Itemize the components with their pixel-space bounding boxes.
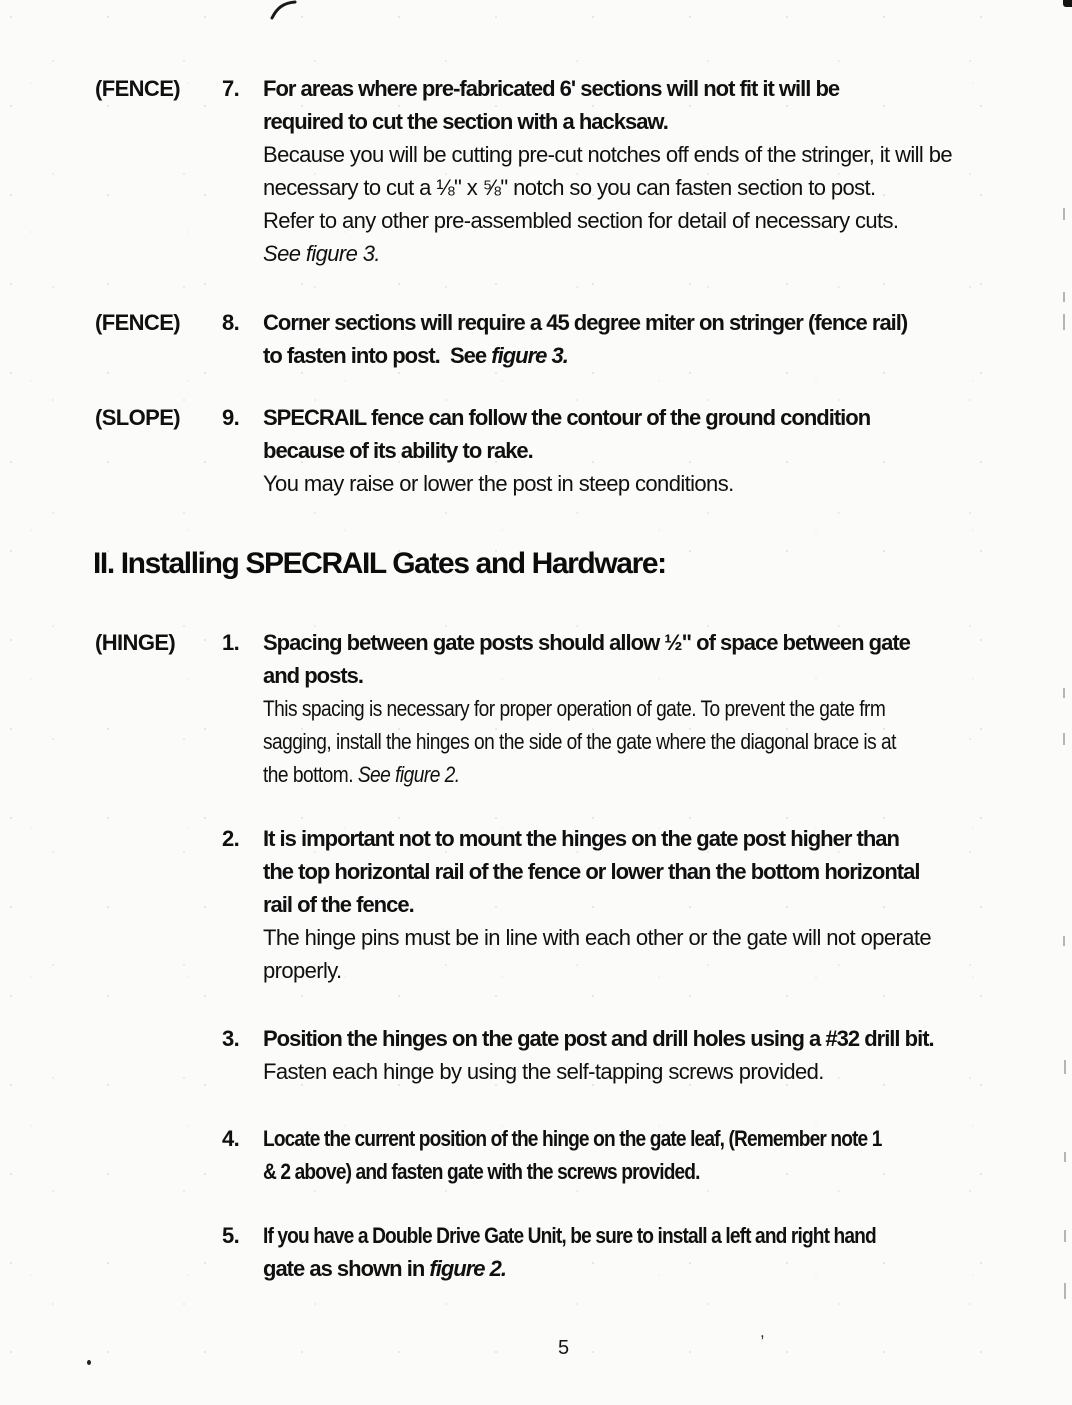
instruction-item-5 — [95, 1219, 1045, 1285]
scan-artifact-edge-mark — [1063, 688, 1065, 698]
instruction-item-4 — [95, 1122, 1045, 1188]
text-line: Refer to any other pre-assembled section for detail of necessary cuts. — [263, 208, 899, 233]
text-line: If you have a Double Drive Gate Unit, be sure to install a left and right hand — [263, 1223, 876, 1248]
item-number: 8. — [222, 310, 240, 335]
text-line: Fasten each hinge by using the self-tapping screws provided. — [263, 1059, 824, 1084]
instruction-item-hinge-1 — [95, 626, 1045, 791]
text-line: rail of the fence. — [263, 892, 414, 917]
scan-artifact-edge-mark — [1064, 1152, 1066, 1162]
scan-artifact-dot — [87, 1360, 91, 1365]
text-line: For areas where pre-fabricated 6' sections will not fit it will be — [263, 76, 840, 101]
instruction-item-fence-8 — [95, 306, 1045, 372]
item-text — [263, 1219, 1045, 1285]
text-line — [263, 758, 943, 791]
instruction-item-3 — [95, 1022, 1045, 1088]
text-line: Position the hinges on the gate post and drill holes using a #32 drill bit. — [263, 1026, 934, 1051]
scan-artifact-stray-mark: , — [760, 1322, 765, 1341]
text-line: the top horizontal rail of the fence or lower than the bottom horizontal — [263, 859, 920, 884]
text-segment: to fasten into post. See — [263, 343, 492, 368]
scan-artifact-edge-mark — [1063, 733, 1065, 745]
text-line: Spacing between gate posts should allow ½" of space between gate — [263, 630, 910, 655]
instruction-item-fence-7 — [95, 72, 1045, 270]
instruction-item-2 — [95, 822, 1045, 987]
text-line: You may raise or lower the post in steep conditions. — [263, 471, 734, 496]
scan-artifact-edge-mark — [1064, 1230, 1066, 1242]
scan-artifact-edge-mark — [1064, 1283, 1066, 1299]
text-line: SPECRAIL fence can follow the contour of the ground condition — [263, 405, 871, 430]
text-line: properly. — [263, 958, 342, 983]
text-segment: the bottom. — [263, 762, 358, 787]
margin-label: (SLOPE) — [95, 405, 181, 430]
text-line — [263, 339, 1045, 372]
text-segment: See figure 2. — [357, 762, 460, 787]
text-line: because of its ability to rake. — [263, 438, 533, 463]
section-heading: II. Installing SPECRAIL Gates and Hardware: — [93, 547, 666, 580]
instruction-item-slope-9 — [95, 401, 1045, 500]
text-line: Because you will be cutting pre-cut notches off ends of the stringer, it will be — [263, 142, 953, 167]
margin-label: (HINGE) — [95, 630, 176, 655]
text-line: It is important not to mount the hinges on the gate post higher than — [263, 826, 899, 851]
text-segment: gate as shown in — [263, 1256, 430, 1281]
scan-artifact-edge-mark — [1063, 292, 1065, 302]
item-text — [263, 822, 1045, 987]
scan-artifact-edge-mark — [1063, 936, 1065, 946]
text-line: & 2 above) and fasten gate with the screws provided. — [263, 1159, 700, 1184]
text-segment: figure 3. — [491, 343, 568, 368]
text-line: necessary to cut a ⅛" x ⅝" notch so you can fasten section to post. — [263, 175, 876, 200]
item-number: 7. — [222, 76, 240, 101]
text-line — [263, 1252, 1045, 1285]
item-number: 3. — [222, 1026, 240, 1051]
text-line: See figure 3. — [263, 241, 380, 266]
item-text — [263, 72, 1045, 270]
margin-label: (FENCE) — [95, 76, 181, 101]
scan-artifact-corner — [1063, 0, 1072, 7]
text-line: required to cut the section with a hacksaw. — [263, 109, 668, 134]
item-number: 4. — [222, 1126, 240, 1151]
scan-artifact-curve-icon — [268, 0, 300, 20]
item-number: 2. — [222, 826, 240, 851]
margin-label: (FENCE) — [95, 310, 181, 335]
item-number: 1. — [222, 630, 240, 655]
item-text — [263, 626, 1045, 791]
text-segment: figure 2. — [429, 1256, 506, 1281]
item-text — [263, 1122, 1045, 1188]
text-line: This spacing is necessary for proper operation of gate. To prevent the gate frm — [263, 696, 886, 721]
item-text — [263, 1022, 1045, 1088]
text-line: Corner sections will require a 45 degree miter on stringer (fence rail) — [263, 310, 908, 335]
item-number: 9. — [222, 405, 240, 430]
text-line: Locate the current position of the hinge on the gate leaf, (Remember note 1 — [263, 1126, 882, 1151]
item-text — [263, 401, 1045, 500]
text-line: and posts. — [263, 663, 364, 688]
text-line: The hinge pins must be in line with each other or the gate will not operate — [263, 925, 931, 950]
item-text — [263, 306, 1045, 372]
scan-artifact-edge-mark — [1064, 1060, 1066, 1074]
item-number: 5. — [222, 1223, 240, 1248]
scan-artifact-edge-mark — [1063, 208, 1065, 220]
page-number: 5 — [557, 1337, 570, 1359]
text-line: sagging, install the hinges on the side of the gate where the diagonal brace is at — [263, 729, 896, 754]
scan-artifact-edge-mark — [1063, 314, 1065, 330]
